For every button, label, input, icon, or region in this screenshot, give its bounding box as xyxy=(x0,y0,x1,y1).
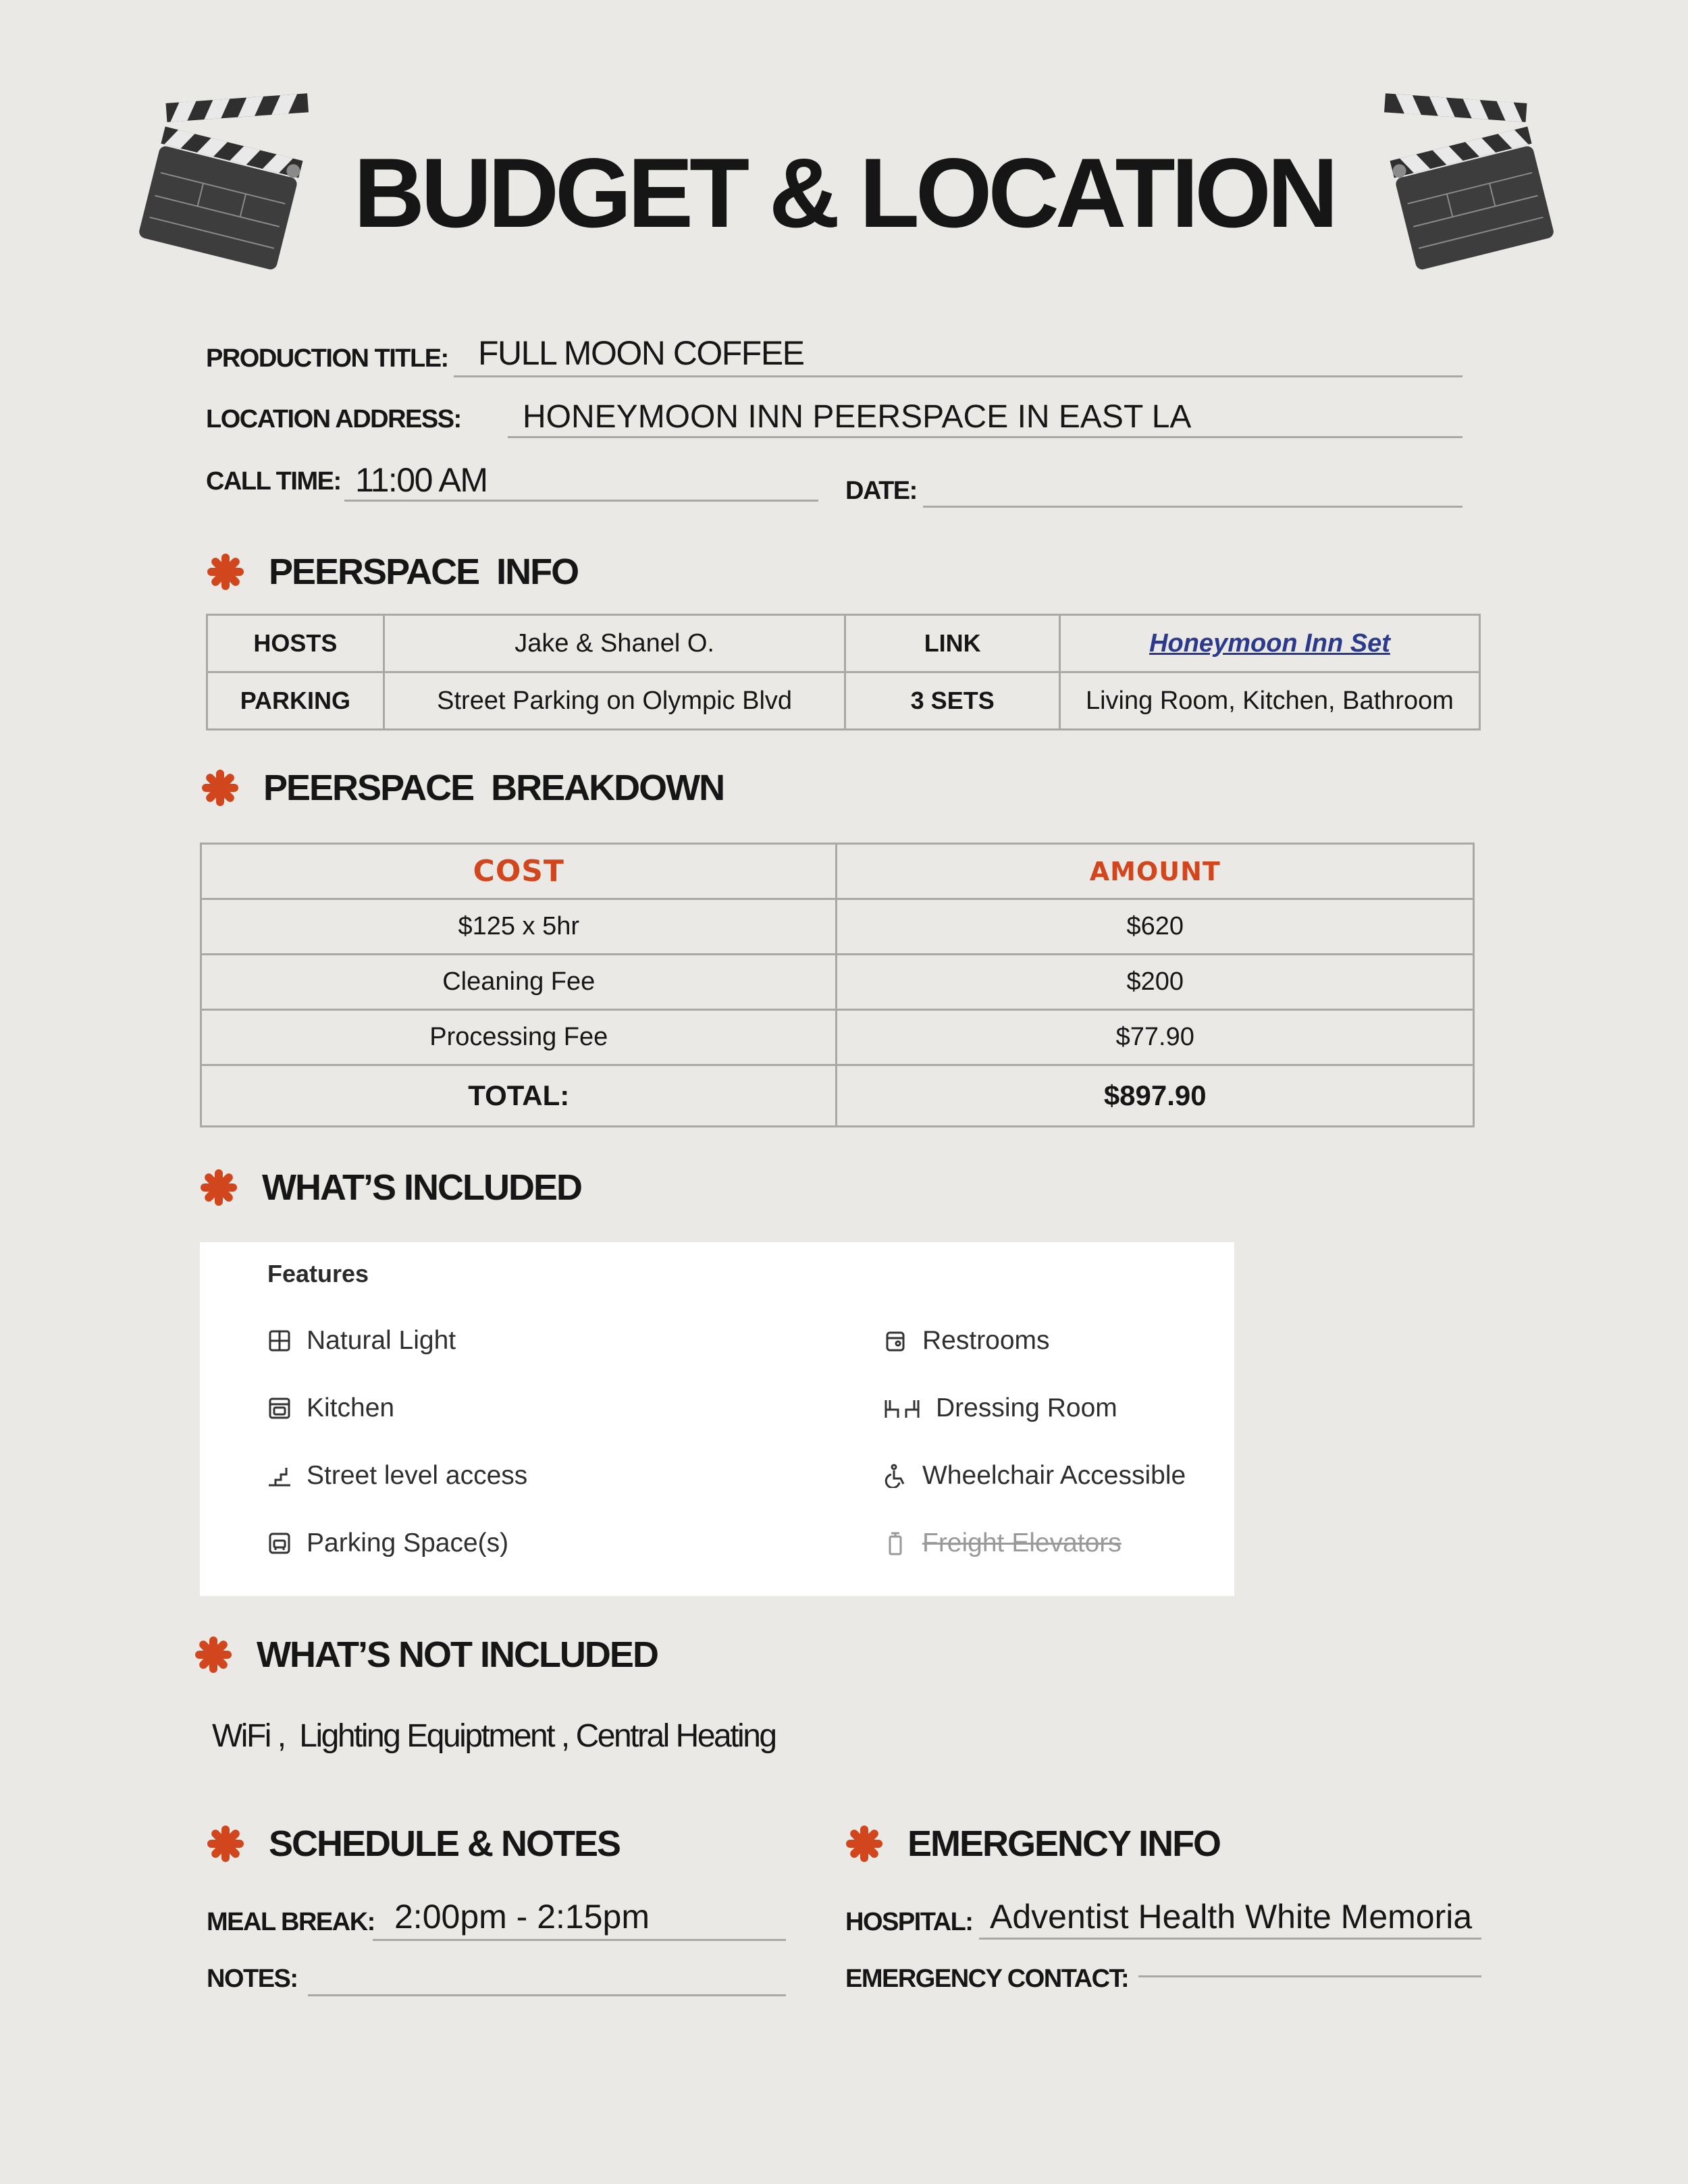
cost-cell: Cleaning Fee xyxy=(201,955,837,1010)
location-address-value[interactable]: HONEYMOON INN PEERSPACE IN EAST LA xyxy=(523,399,1192,435)
emergency-contact-underline xyxy=(1138,1975,1481,1977)
hospital-label: HOSPITAL: xyxy=(845,1908,973,1936)
section-heading: PEERSPACE BREAKDOWN xyxy=(263,768,724,808)
sets-value: Living Room, Kitchen, Bathroom xyxy=(1059,672,1479,730)
cost-cell: $125 x 5hr xyxy=(201,899,837,955)
hospital-underline xyxy=(979,1938,1481,1940)
total-label: TOTAL: xyxy=(201,1065,837,1127)
date-underline xyxy=(923,506,1462,508)
call-time-value[interactable]: 11:00 AM xyxy=(355,461,487,499)
section-peerspace-breakdown xyxy=(201,767,724,809)
amount-cell: $620 xyxy=(837,899,1474,955)
section-whats-included xyxy=(200,1167,581,1208)
chairs-icon xyxy=(883,1396,921,1420)
amount-cell: $200 xyxy=(837,955,1474,1010)
feature-freight-elevators: Freight Elevators xyxy=(883,1528,1122,1558)
parking-value: Street Parking on Olympic Blvd xyxy=(384,672,845,730)
meal-break-underline xyxy=(373,1939,786,1941)
section-heading: PEERSPACE INFO xyxy=(269,552,579,592)
features-panel xyxy=(200,1242,1234,1596)
cost-cell: Processing Fee xyxy=(201,1010,837,1065)
not-included-text: WiFi , Lighting Equiptment , Central Heating xyxy=(212,1718,776,1754)
section-whats-not-included xyxy=(194,1634,658,1676)
production-title-label: PRODUCTION TITLE: xyxy=(206,344,448,373)
section-peerspace-info xyxy=(207,551,578,593)
asterisk-icon xyxy=(207,553,244,591)
parking-icon xyxy=(267,1531,292,1555)
meal-break-label: MEAL BREAK: xyxy=(207,1908,375,1936)
asterisk-icon xyxy=(200,1169,238,1206)
asterisk-icon xyxy=(194,1636,232,1674)
section-heading: WHAT’S NOT INCLUDED xyxy=(257,1634,658,1675)
table-header-row xyxy=(201,844,1474,899)
breakdown-table xyxy=(200,843,1475,1127)
window-icon xyxy=(267,1329,292,1353)
feature-kitchen: Kitchen xyxy=(267,1393,394,1423)
location-address-label: LOCATION ADDRESS: xyxy=(206,405,461,433)
production-title-value[interactable]: FULL MOON COFFEE xyxy=(478,334,804,372)
asterisk-icon xyxy=(845,1825,883,1863)
asterisk-icon xyxy=(207,1825,244,1863)
production-title-underline xyxy=(454,375,1462,377)
hosts-value: Jake & Shanel O. xyxy=(384,615,845,672)
parking-label: PARKING xyxy=(207,672,384,730)
section-emergency-info xyxy=(845,1823,1220,1865)
table-row xyxy=(207,672,1480,730)
meal-break-value[interactable]: 2:00pm - 2:15pm xyxy=(394,1898,650,1936)
sets-label: 3 SETS xyxy=(845,672,1059,730)
emergency-contact-label: EMERGENCY CONTACT: xyxy=(845,1965,1129,1993)
hosts-label: HOSTS xyxy=(207,615,384,672)
table-row xyxy=(201,899,1474,955)
notes-underline xyxy=(308,1994,786,1996)
table-row xyxy=(201,1010,1474,1065)
total-value: $897.90 xyxy=(837,1065,1474,1127)
stairs-icon xyxy=(267,1464,292,1488)
section-schedule-notes xyxy=(207,1823,620,1865)
location-address-underline xyxy=(508,436,1462,438)
notes-label: NOTES: xyxy=(207,1965,298,1993)
toilet-paper-icon xyxy=(883,1329,907,1353)
cost-header: COST xyxy=(201,844,837,899)
amount-cell: $77.90 xyxy=(837,1010,1474,1065)
call-time-label: CALL TIME: xyxy=(206,467,341,496)
features-title: Features xyxy=(267,1260,369,1287)
peerspace-info-table xyxy=(206,614,1481,730)
table-row xyxy=(201,955,1474,1010)
oven-icon xyxy=(267,1396,292,1420)
link-label: LINK xyxy=(845,615,1059,672)
total-row xyxy=(201,1065,1474,1127)
amount-header: AMOUNT xyxy=(837,844,1474,899)
feature-parking: Parking Space(s) xyxy=(267,1528,508,1558)
section-heading: WHAT’S INCLUDED xyxy=(262,1167,581,1208)
section-heading: EMERGENCY INFO xyxy=(907,1823,1221,1864)
peerspace-link[interactable]: Honeymoon Inn Set xyxy=(1149,629,1390,658)
table-row xyxy=(207,615,1480,672)
call-time-underline xyxy=(344,500,818,502)
feature-wheelchair-accessible: Wheelchair Accessible xyxy=(883,1461,1186,1491)
feature-dressing-room: Dressing Room xyxy=(883,1393,1117,1423)
feature-restrooms: Restrooms xyxy=(883,1326,1050,1356)
page-title: BUDGET & LOCATION xyxy=(353,138,1335,248)
section-heading: SCHEDULE & NOTES xyxy=(269,1823,621,1864)
date-label: DATE: xyxy=(845,477,917,505)
wheelchair-icon xyxy=(883,1464,907,1488)
feature-street-level-access: Street level access xyxy=(267,1461,527,1491)
feature-natural-light: Natural Light xyxy=(267,1326,456,1356)
elevator-icon xyxy=(883,1531,907,1555)
hospital-value[interactable]: Adventist Health White Memoria xyxy=(990,1898,1473,1936)
asterisk-icon xyxy=(201,769,239,807)
